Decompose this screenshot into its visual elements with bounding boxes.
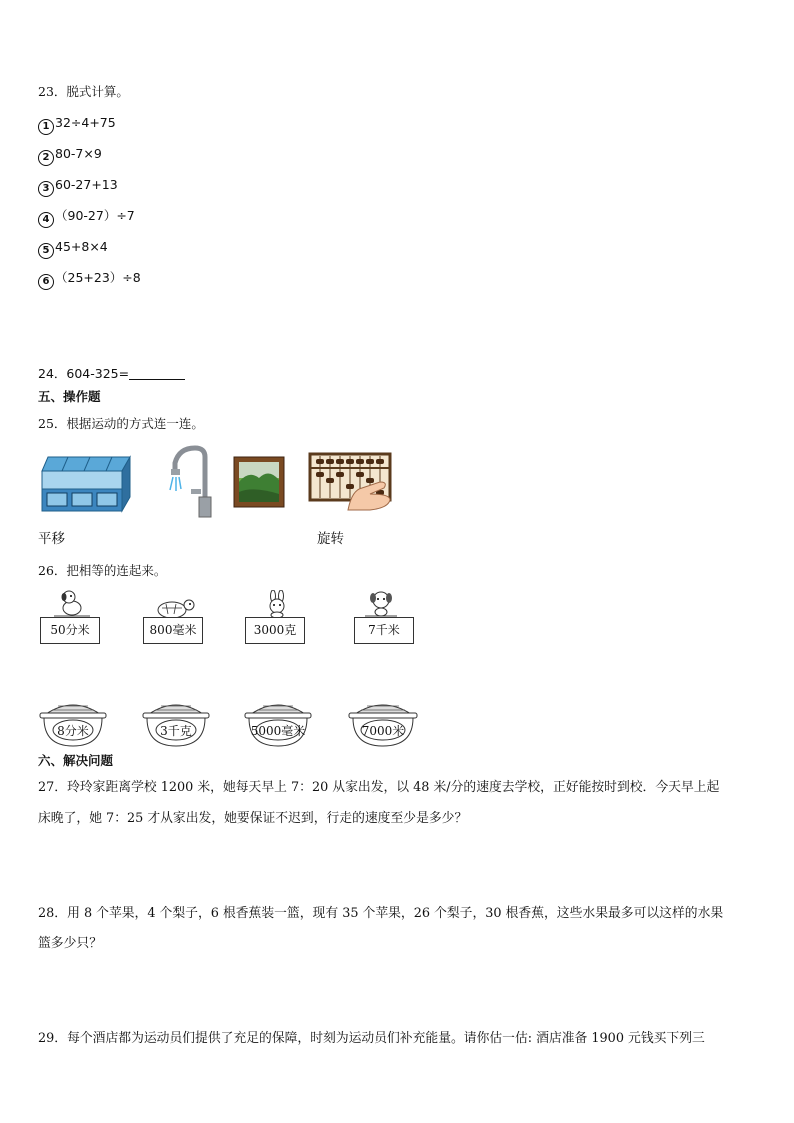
- q23-item-1: [38, 115, 116, 135]
- q23-item-4: [38, 208, 135, 228]
- item-mark: 6: [38, 274, 54, 290]
- q27-line-1: 27．玲玲家距离学校 1200 米，她每天早上 7：20 从家出发，以 48 米/分的速度去学校，正好能按时到校．今天早上起: [38, 780, 720, 795]
- q28-line-2: 篮多少只？: [38, 936, 102, 951]
- item-mark: 1: [38, 119, 54, 135]
- item-mark: 5: [38, 243, 54, 259]
- faucet-icon[interactable]: [165, 445, 215, 520]
- pot-label-3: 5000毫米: [250, 724, 306, 738]
- q25-label-rotation: 旋转: [317, 531, 344, 547]
- q25-label-translation: 平移: [38, 531, 65, 547]
- item-mark: 4: [38, 212, 54, 228]
- q23-item-6: [38, 270, 141, 290]
- sign-card-2[interactable]: 800毫米: [143, 617, 203, 644]
- q29-line-1: 29．每个酒店都为运动员们提供了充足的保障，时刻为运动员们补充能量。请你估一估: 酒店准备 1900 元钱买下列三: [38, 1031, 705, 1046]
- q23-item-5: [38, 239, 108, 259]
- picture-frame-icon[interactable]: [233, 456, 285, 508]
- item-expr: （25+23）÷8: [55, 270, 141, 285]
- abacus-icon[interactable]: [308, 452, 392, 512]
- item-expr: 60-27+13: [55, 177, 118, 192]
- item-expr: 45+8×4: [55, 239, 108, 254]
- q24-text: 24．604-325=: [38, 366, 130, 381]
- sign-card-4[interactable]: 7千米: [354, 617, 414, 644]
- q28-line-1: 28．用 8 个苹果，4 个梨子，6 根香蕉装一篮，现有 35 个苹果，26 个梨子，30 根香蕉，这些水果最多可以这样的水果: [38, 906, 724, 921]
- item-expr: 80-7×9: [55, 146, 102, 161]
- pot-label-4: 7000米: [361, 724, 405, 738]
- sign-card-1[interactable]: 50分米: [40, 617, 100, 644]
- puppy-icon: [365, 588, 397, 618]
- q23-item-3: [38, 177, 118, 197]
- item-expr: 32÷4+75: [55, 115, 116, 130]
- section-title-5: 五、操作题: [38, 389, 101, 404]
- item-mark: 2: [38, 150, 54, 166]
- q26-title: 26．把相等的连起来。: [38, 563, 167, 578]
- sign-card-3[interactable]: 3000克: [245, 617, 305, 644]
- q25-title: 25．根据运动的方式连一连。: [38, 416, 204, 431]
- answer-blank[interactable]: [129, 367, 185, 380]
- pot-label-2: 3千克: [160, 724, 192, 738]
- rabbit-icon: [262, 590, 292, 620]
- item-expr: （90-27）÷7: [55, 208, 135, 223]
- item-mark: 3: [38, 181, 54, 197]
- glass-cabinet-icon[interactable]: [40, 455, 132, 513]
- pot-label-1: 8分米: [57, 724, 89, 738]
- q23-title: 23．脱式计算。: [38, 84, 129, 99]
- section-title-6: 六、解决问题: [38, 753, 114, 768]
- dog-icon: [52, 588, 92, 618]
- q24-question: [38, 366, 185, 382]
- q27-line-2: 床晚了，她 7：25 才从家出发，她要保证不迟到，行走的速度至少是多少？: [38, 811, 468, 826]
- q23-item-2: [38, 146, 102, 166]
